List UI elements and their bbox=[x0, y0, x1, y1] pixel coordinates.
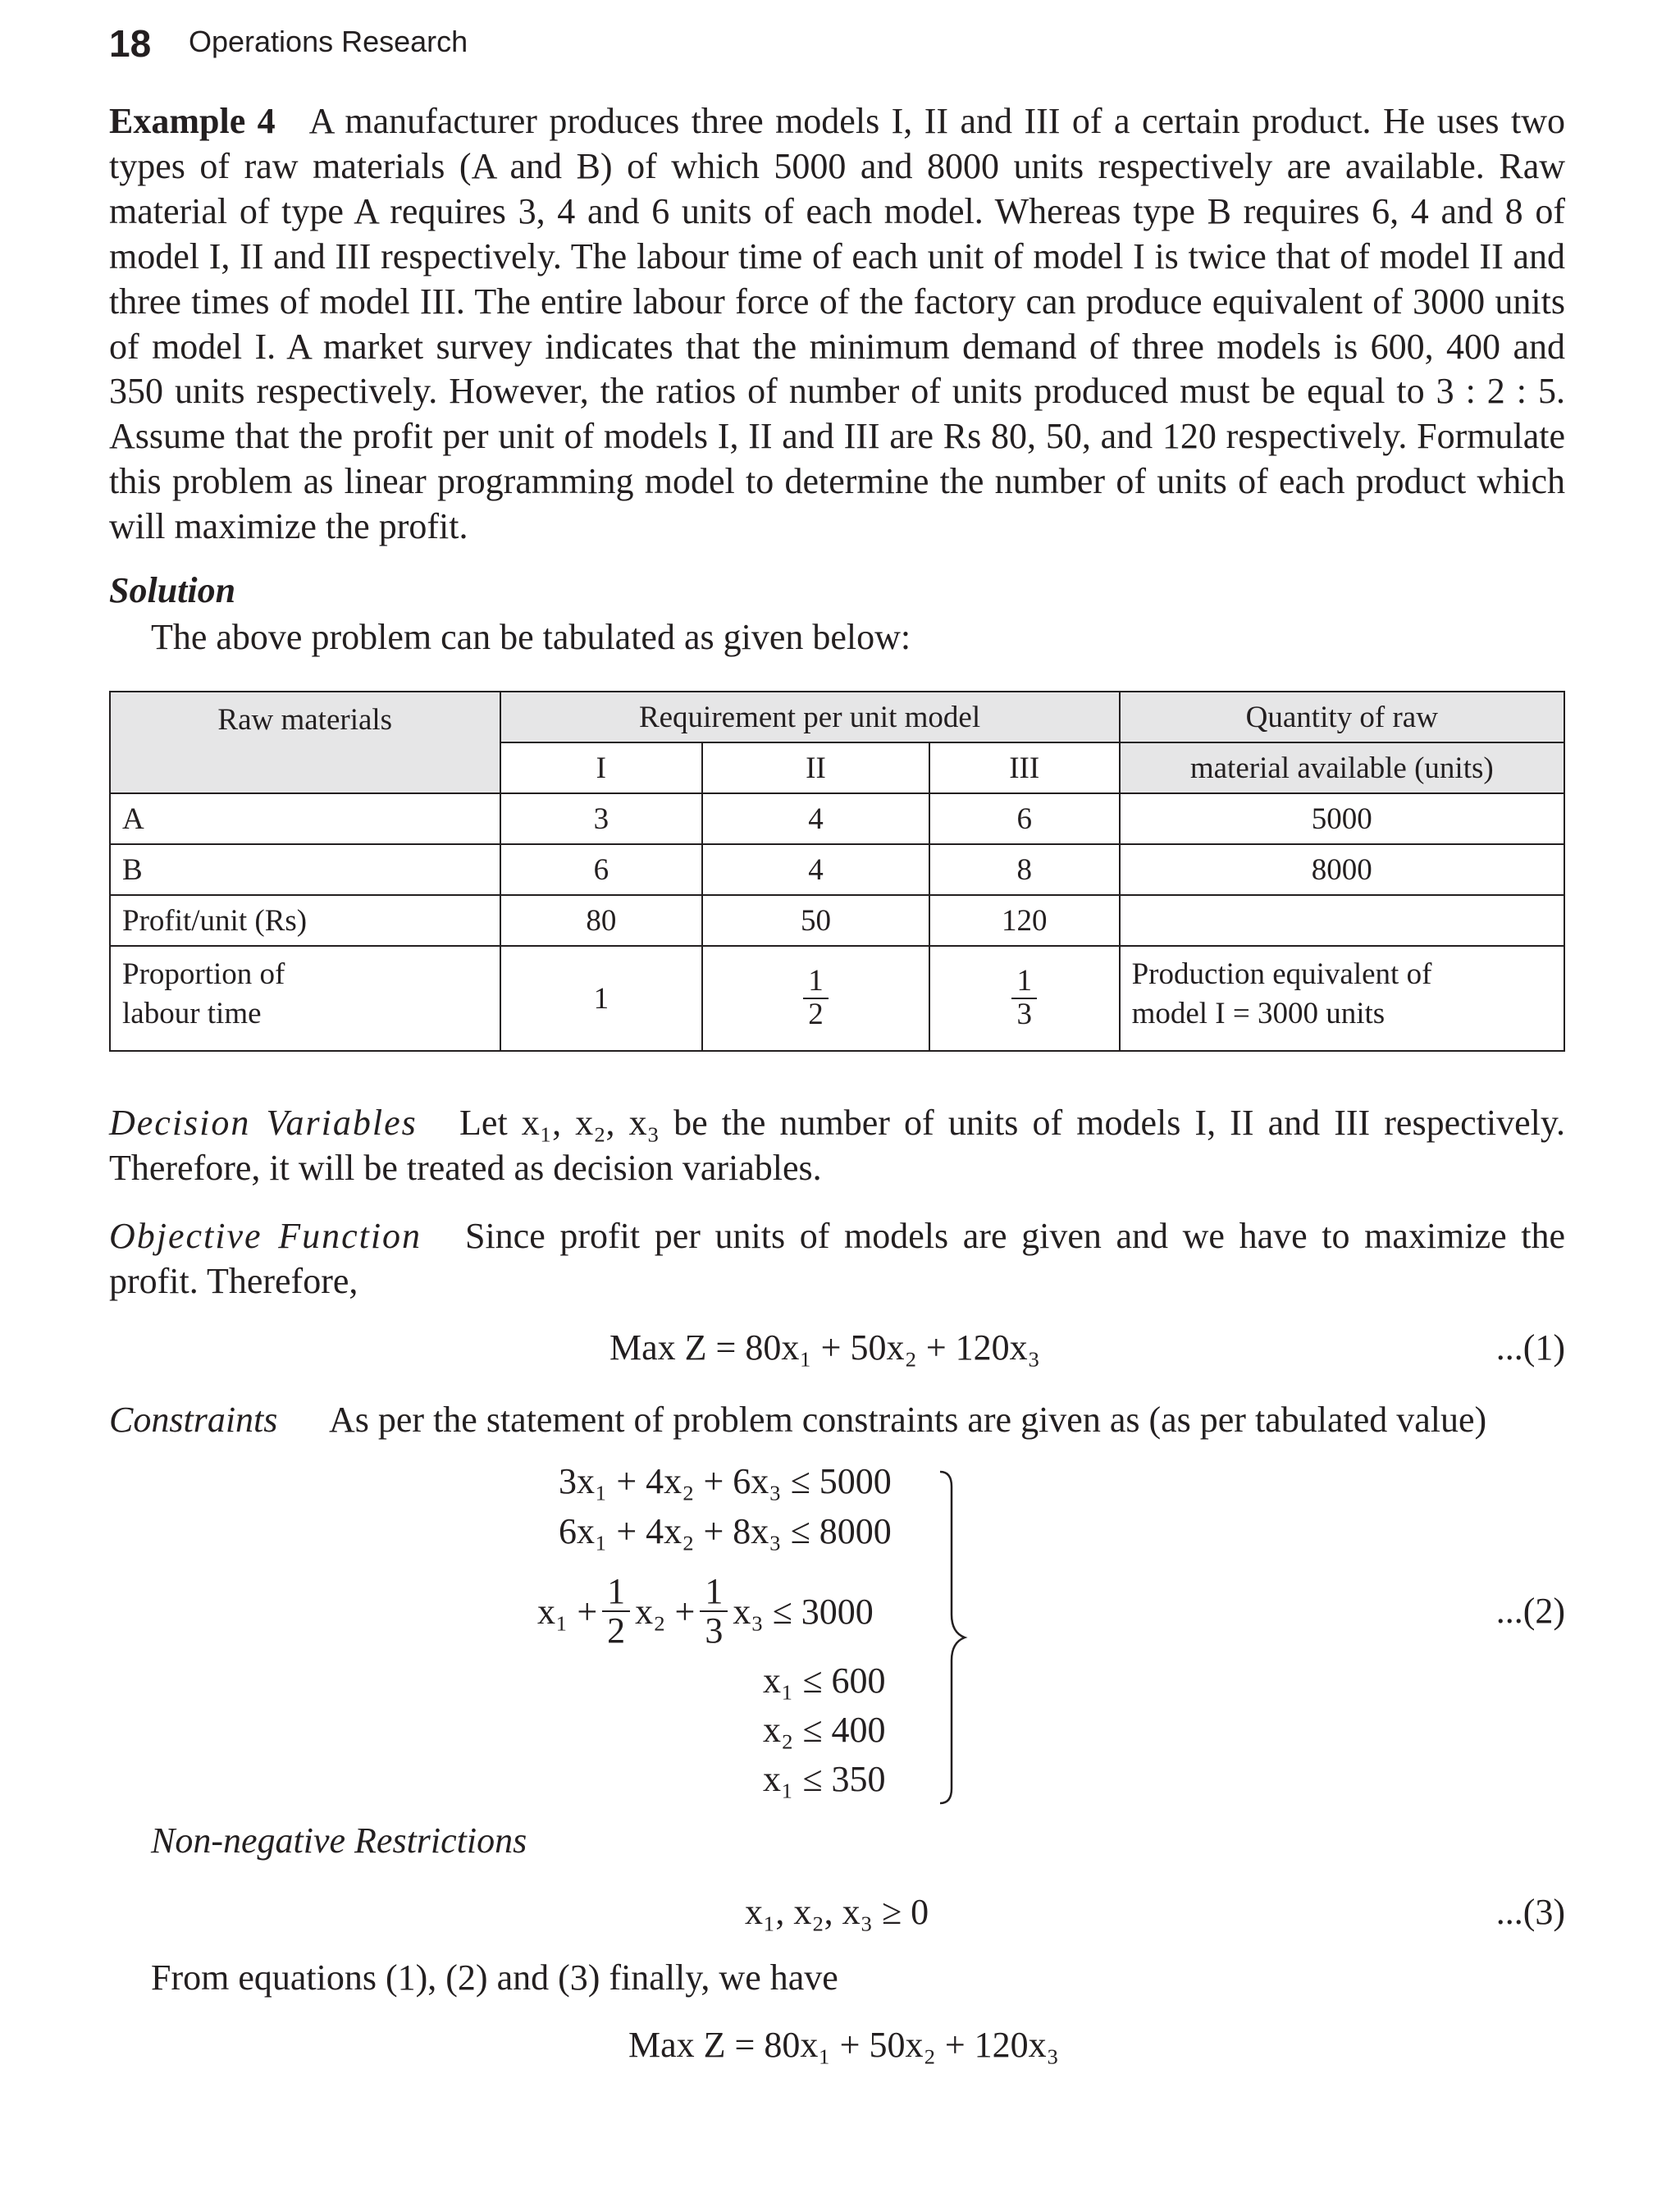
table-row bbox=[110, 793, 1564, 844]
decision-paragraph bbox=[109, 1101, 1565, 1191]
fraction-third: $\frac{1}{3}$ bbox=[700, 1573, 728, 1650]
constraint-5: x₂ ≤ 400 bbox=[763, 1710, 886, 1750]
table-cell: 120 bbox=[929, 895, 1120, 946]
example-text: A manufacturer produces three models I, II and III of a certain product. He uses two types of raw materials (A and B) of which 5000 and 8000 units respectively are available. Raw material of type A requires 3, 4 and 6 units of each model. Whereas type B requires 6, 4 and 8 of model I, II and III respectively. The labour time of each unit of model I is twice that of model II and three times of model III. The entire labour force of the factory can produce equivalent of 3000 units of model I. A market survey indicates that the minimum demand of three models is 600, 400 and 350 units respectively. However, the ratios of number of units produced must be equal to 3 : 2 : 5. Assume that the profit per unit of models I, II and III are Rs 80, 50, and 120 respectively. Formulate this problem as linear programming model to determine the number of units of each product which will maximize the profit. bbox=[109, 101, 1565, 547]
final-text: From equations (1), (2) and (3) finally, we have bbox=[151, 1957, 838, 1998]
row-label bbox=[110, 946, 500, 1051]
header-model-ii: II bbox=[702, 742, 929, 793]
c3-x1: x₁ + bbox=[537, 1591, 598, 1632]
c3-x2: x₂ + bbox=[635, 1591, 696, 1632]
table-cell: 3 bbox=[500, 793, 703, 844]
table-cell: 4 bbox=[702, 844, 929, 895]
table-header-row bbox=[110, 692, 1564, 742]
objective-text: Since profit per units of models are given and we have to maximize the profit. Therefore, bbox=[109, 1216, 1566, 1301]
table-cell: 5000 bbox=[1120, 793, 1564, 844]
constraint-1: 3x₁ + 4x₂ + 6x₃ ≤ 5000 bbox=[559, 1461, 892, 1501]
constraints-text: As per the statement of problem constraints are given as (as per tabulated value) bbox=[329, 1400, 1487, 1440]
solution-intro: The above problem can be tabulated as given below: bbox=[151, 617, 911, 657]
row-label: B bbox=[110, 844, 500, 895]
right-brace-icon bbox=[937, 1468, 978, 1806]
table-cell: 50 bbox=[702, 895, 929, 946]
table-cell bbox=[1120, 946, 1564, 1051]
table-row bbox=[110, 946, 1564, 1051]
labour-label-line-1: Proportion of bbox=[122, 957, 285, 991]
header-quantity-1: Quantity of raw bbox=[1120, 692, 1564, 742]
constraint-6: x₁ ≤ 350 bbox=[763, 1759, 886, 1799]
fraction-half: $\frac{1}{2}$ bbox=[602, 1573, 630, 1650]
header-requirement: Requirement per unit model bbox=[500, 692, 1120, 742]
example-paragraph bbox=[109, 99, 1565, 550]
table-cell bbox=[929, 946, 1120, 1051]
table-cell bbox=[702, 946, 929, 1051]
header-quantity-2: material available (units) bbox=[1120, 742, 1564, 793]
requirements-table bbox=[109, 691, 1565, 1052]
page-number: 18 bbox=[109, 22, 152, 65]
constraint-2: 6x₁ + 4x₂ + 8x₃ ≤ 8000 bbox=[559, 1511, 892, 1551]
table-cell: 8 bbox=[929, 844, 1120, 895]
decision-heading: Decision Variables bbox=[109, 1103, 418, 1143]
fraction-half: $\frac{1}{2}$ bbox=[803, 966, 829, 1031]
equation-number-3: ...(3) bbox=[1495, 1892, 1565, 1932]
table-row bbox=[110, 895, 1564, 946]
constraint-4: x₁ ≤ 600 bbox=[763, 1660, 886, 1701]
objective-paragraph bbox=[109, 1214, 1565, 1304]
final-equation: Max Z = 80x₁ + 50x₂ + 120x₃ bbox=[628, 2025, 1059, 2065]
labour-qty-line-2: model I = 3000 units bbox=[1131, 997, 1386, 1030]
running-title: Operations Research bbox=[189, 25, 468, 58]
c3-rest: x₃ ≤ 3000 bbox=[733, 1591, 874, 1632]
solution-heading: Solution bbox=[109, 570, 236, 610]
example-label: Example 4 bbox=[109, 101, 276, 141]
table-cell: 80 bbox=[500, 895, 703, 946]
table-cell bbox=[1120, 895, 1564, 946]
table-cell: 6 bbox=[500, 844, 703, 895]
header-raw-materials: Raw materials bbox=[110, 692, 500, 793]
table-cell: 8000 bbox=[1120, 844, 1564, 895]
table-cell: 1 bbox=[500, 946, 703, 1051]
labour-label-line-2: labour time bbox=[122, 997, 262, 1030]
equation-number-2: ...(2) bbox=[1495, 1591, 1565, 1631]
labour-qty-line-1: Production equivalent of bbox=[1131, 957, 1432, 991]
objective-equation: Max Z = 80x₁ + 50x₂ + 120x₃ bbox=[609, 1327, 1040, 1368]
decision-text: Let x₁, x₂, x₃ be the number of units of models I, II and III respectively. Therefore, it will be treated as decision variables. bbox=[109, 1103, 1565, 1188]
equation-number-1: ...(1) bbox=[1495, 1327, 1565, 1368]
non-negative-equation: x₁, x₂, x₃ ≥ 0 bbox=[745, 1892, 929, 1932]
table-row bbox=[110, 844, 1564, 895]
constraints-heading: Constraints bbox=[109, 1400, 278, 1440]
non-negative-heading: Non-negative Restrictions bbox=[151, 1820, 527, 1861]
table-cell: 4 bbox=[702, 793, 929, 844]
table-cell: 6 bbox=[929, 793, 1120, 844]
constraint-3 bbox=[537, 1573, 874, 1650]
row-label: Profit/unit (Rs) bbox=[110, 895, 500, 946]
header-model-i: I bbox=[500, 742, 703, 793]
header-model-iii: III bbox=[929, 742, 1120, 793]
fraction-third: $\frac{1}{3}$ bbox=[1011, 966, 1037, 1031]
objective-heading: Objective Function bbox=[109, 1216, 422, 1256]
row-label: A bbox=[110, 793, 500, 844]
